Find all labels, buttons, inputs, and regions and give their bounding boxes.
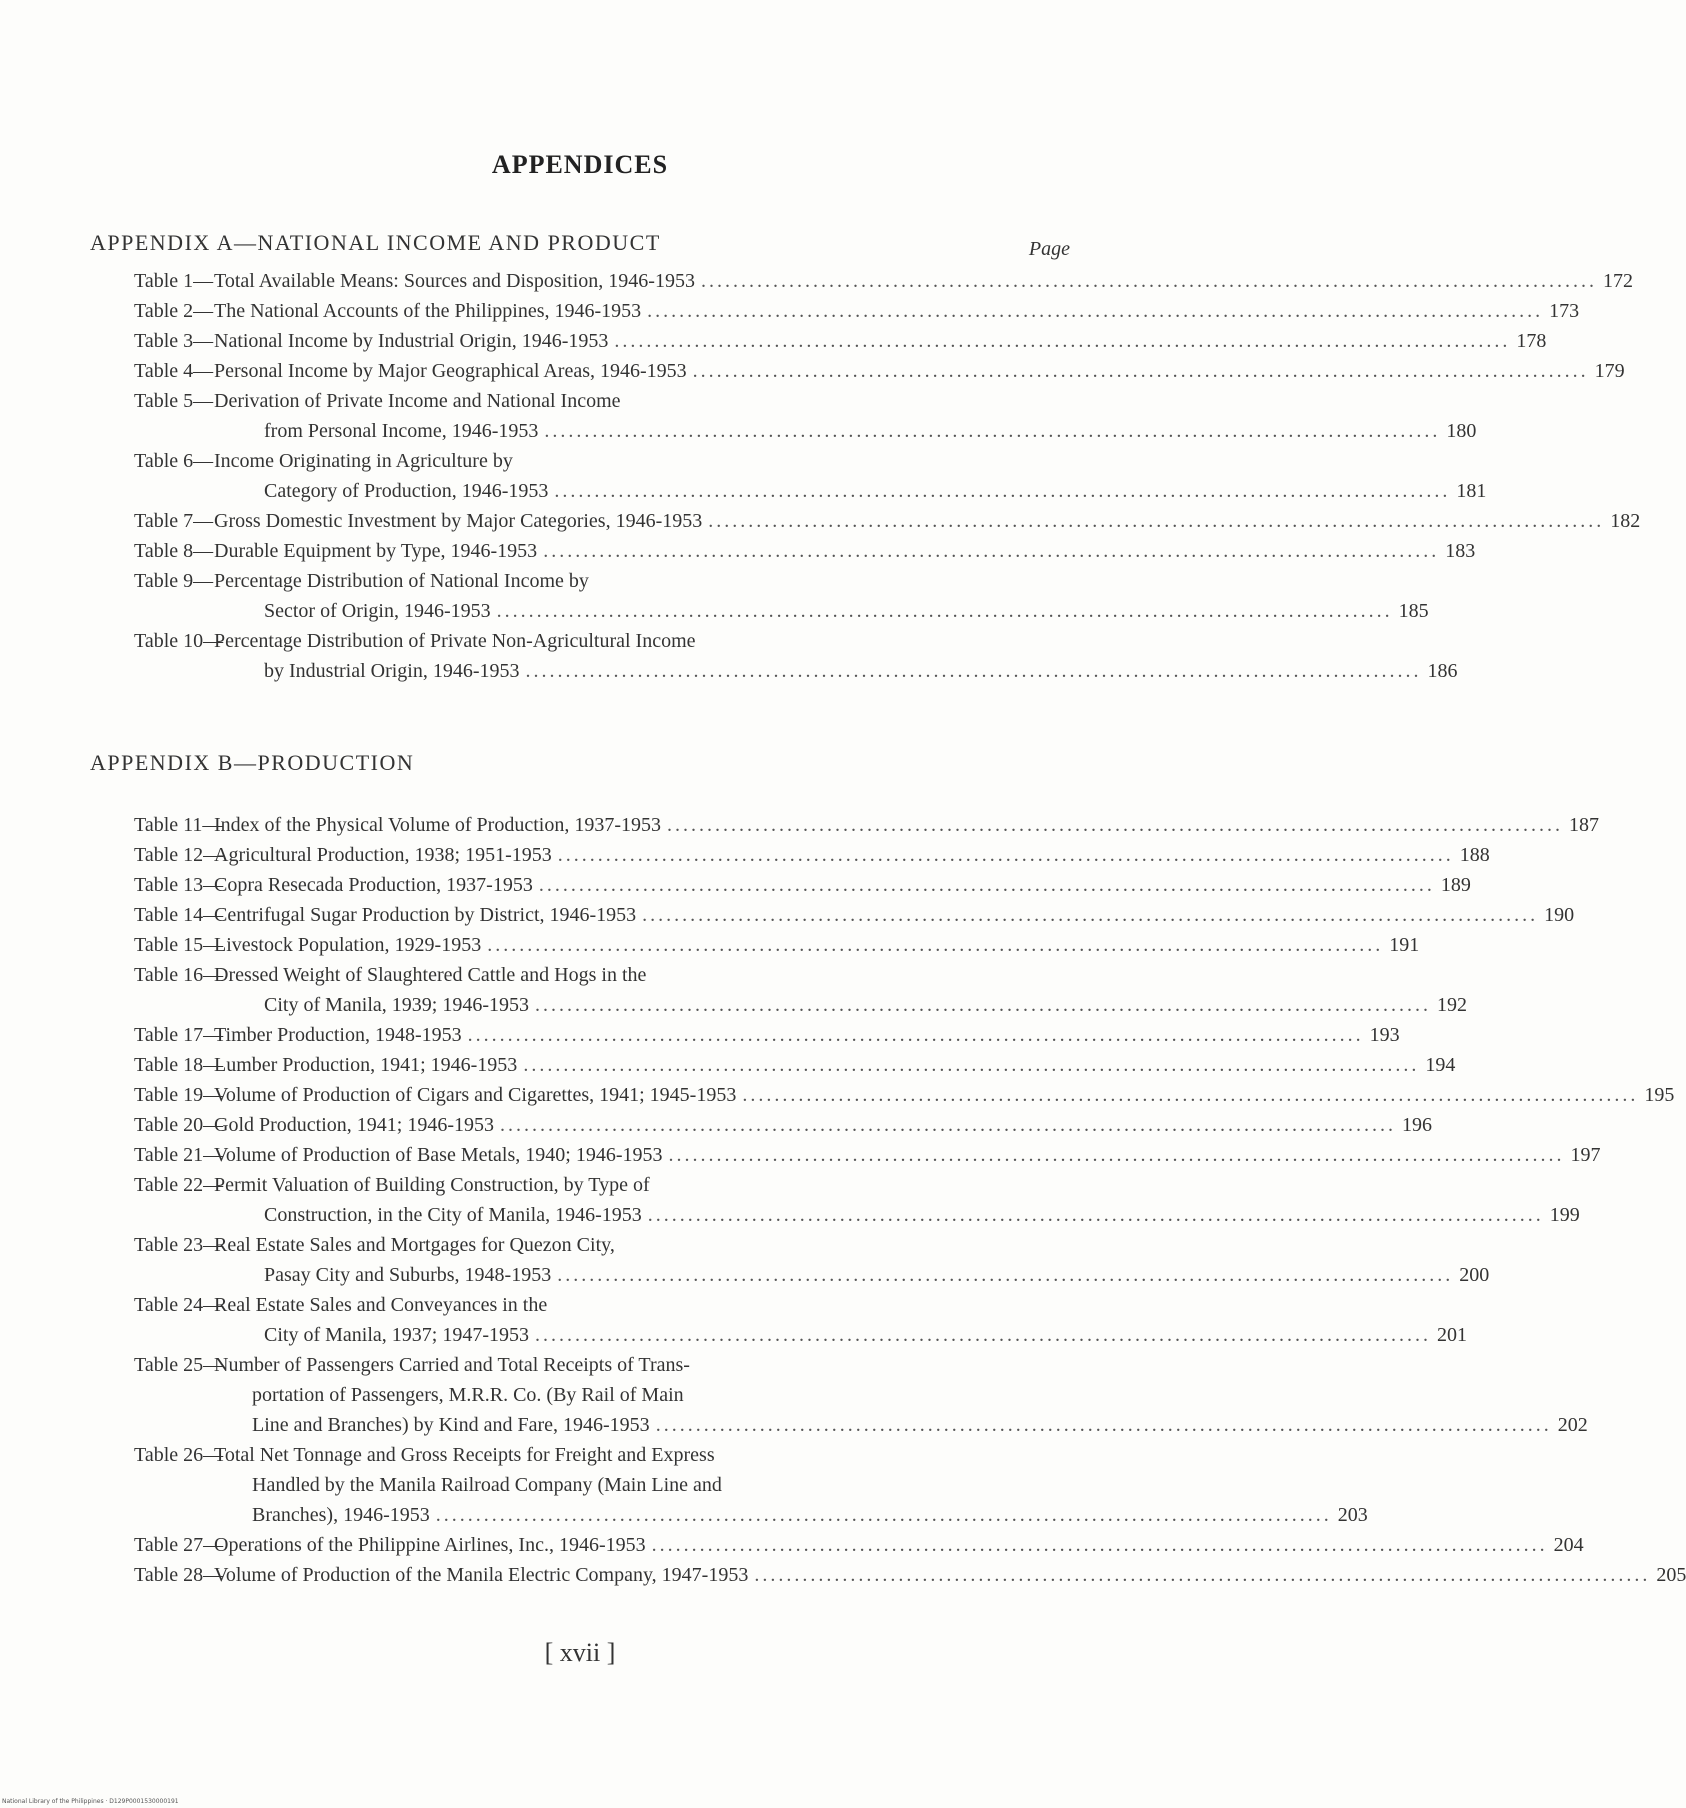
- dot-leader: [668, 1144, 1564, 1166]
- page-column-label: Page: [1028, 238, 1070, 260]
- table-number: Table 27—: [134, 1534, 224, 1556]
- toc-entry-title-line: Line and Branches) by Kind and Fare, 1946-1953: [252, 1414, 650, 1436]
- toc-entry-page: 179: [1594, 360, 1625, 382]
- toc-entry-title-line: Sector of Origin, 1946-1953: [264, 600, 491, 622]
- toc-entry-page: 199: [1549, 1204, 1580, 1226]
- toc-entry-title-line: portation of Passengers, M.R.R. Co. (By Rail of Main: [252, 1384, 684, 1406]
- toc-entry-title-line: The National Accounts of the Philippines, 1946-1953: [214, 300, 642, 322]
- dot-leader: [539, 874, 1435, 896]
- toc-entry-title-line: Number of Passengers Carried and Total Receipts of Trans-: [214, 1354, 690, 1376]
- table-number: Table 25—: [134, 1354, 224, 1376]
- toc-entry-title-line: Total Net Tonnage and Gross Receipts for Freight and Express: [214, 1444, 715, 1466]
- toc-entry-title-line: Centrifugal Sugar Production by District, 1946-1953: [214, 904, 637, 926]
- toc-entry[interactable]: [90, 1560, 1686, 1590]
- toc-entry-label: [134, 1230, 1459, 1290]
- toc-entry-title-line: Percentage Distribution of Private Non-Agricultural Income: [214, 630, 696, 652]
- dot-leader: [523, 1054, 1419, 1076]
- dot-leader: [558, 844, 1454, 866]
- table-number: Table 23—: [134, 1234, 224, 1256]
- toc-entry-label: [134, 1440, 1338, 1530]
- toc-entry-title-line: Volume of Production of Base Metals, 1940; 1946-1953: [214, 1144, 663, 1166]
- table-number: Table 11—: [134, 814, 223, 836]
- toc-entry-title-line: Index of the Physical Volume of Production, 1937-1953: [214, 814, 661, 836]
- toc-entry[interactable]: [90, 960, 1467, 1020]
- toc-entry-label: [134, 1080, 1644, 1110]
- toc-entry-page: 196: [1402, 1114, 1432, 1136]
- table-number: Table 1—: [134, 270, 214, 292]
- toc-entry[interactable]: [90, 1350, 1588, 1440]
- toc-entry-label: [134, 900, 1544, 930]
- toc-entry-page: 193: [1369, 1024, 1400, 1046]
- appendix-a-title: APPENDIX A—NATIONAL INCOME AND PRODUCT: [90, 230, 661, 255]
- table-number: Table 13—: [134, 874, 224, 896]
- toc-entry[interactable]: [90, 446, 1487, 506]
- toc-entry-label: [134, 1290, 1437, 1350]
- toc-entry-title-line: Income Originating in Agriculture by: [214, 450, 513, 472]
- toc-entry-label: [134, 566, 1399, 626]
- dot-leader: [647, 300, 1543, 322]
- toc-entry-label: [134, 356, 1595, 386]
- toc-entry[interactable]: [90, 1020, 1400, 1050]
- toc-entry-title-line: Volume of Production of Cigars and Cigarettes, 1941; 1945-1953: [214, 1084, 737, 1106]
- dot-leader: [708, 510, 1604, 532]
- toc-entry-page: 181: [1456, 480, 1487, 502]
- appendix-a-entries: [90, 266, 1641, 686]
- toc-entry-label: [134, 326, 1516, 356]
- toc-entry-title-line: Copra Resecada Production, 1937-1953: [214, 874, 533, 896]
- toc-entry-title-line: Volume of Production of the Manila Electric Company, 1947-1953: [214, 1564, 749, 1586]
- dot-leader: [535, 994, 1431, 1016]
- dot-leader: [667, 814, 1563, 836]
- toc-entry-label: [134, 1020, 1370, 1050]
- toc-entry-page: 187: [1569, 814, 1599, 836]
- table-number: Table 17—: [134, 1024, 224, 1046]
- toc-entry-label: [134, 1170, 1550, 1230]
- dot-leader: [652, 1534, 1548, 1556]
- toc-entry-label: [134, 1560, 1656, 1590]
- toc-entry-title-line: Category of Production, 1946-1953: [264, 480, 549, 502]
- toc-entry-title-line: National Income by Industrial Origin, 1946-1953: [214, 330, 609, 352]
- toc-entry[interactable]: [90, 386, 1477, 446]
- toc-entry[interactable]: [90, 1050, 1456, 1080]
- table-number: Table 4—: [134, 360, 214, 382]
- toc-entry[interactable]: [90, 1170, 1580, 1230]
- toc-entry-label: [134, 506, 1610, 536]
- toc-entry[interactable]: [90, 900, 1575, 930]
- table-number: Table 26—: [134, 1444, 224, 1466]
- toc-entry-title-line: Branches), 1946-1953: [252, 1504, 430, 1526]
- toc-entry-page: 178: [1516, 330, 1547, 352]
- table-number: Table 2—: [134, 300, 214, 322]
- dot-leader: [468, 1024, 1364, 1046]
- toc-entry-title-line: Real Estate Sales and Mortgages for Quezon City,: [214, 1234, 615, 1256]
- table-number: Table 6—: [134, 450, 214, 472]
- table-number: Table 14—: [134, 904, 224, 926]
- toc-entry-page: 190: [1544, 904, 1575, 926]
- table-number: Table 20—: [134, 1114, 224, 1136]
- toc-entry-title-line: Construction, in the City of Manila, 1946-1953: [264, 1204, 642, 1226]
- dot-leader: [557, 1264, 1453, 1286]
- table-number: Table 28—: [134, 1564, 224, 1586]
- toc-entry-page: 201: [1436, 1324, 1467, 1346]
- toc-entry[interactable]: [90, 536, 1476, 566]
- toc-entry[interactable]: [90, 506, 1641, 536]
- toc-entry-title-line: Livestock Population, 1929-1953: [214, 934, 482, 956]
- toc-entry-title-line: City of Manila, 1937; 1947-1953: [264, 1324, 529, 1346]
- toc-entry[interactable]: [90, 1290, 1467, 1350]
- table-number: Table 10—: [134, 630, 224, 652]
- table-number: Table 7—: [134, 510, 214, 532]
- toc-entry[interactable]: [90, 266, 1633, 296]
- dot-leader: [656, 1414, 1552, 1436]
- dot-leader: [754, 1564, 1650, 1586]
- toc-entry-label: [134, 446, 1456, 506]
- toc-entry-page: 203: [1337, 1504, 1368, 1526]
- table-number: Table 22—: [134, 1174, 224, 1196]
- toc-entry[interactable]: [90, 840, 1490, 870]
- toc-entry[interactable]: [90, 870, 1471, 900]
- toc-entry-page: 202: [1557, 1414, 1588, 1436]
- toc-entry-label: [134, 626, 1428, 686]
- dot-leader: [614, 330, 1510, 352]
- toc-entry-label: [134, 870, 1441, 900]
- dot-leader: [535, 1324, 1431, 1346]
- appendix-b-title: APPENDIX B—PRODUCTION: [90, 750, 415, 775]
- dot-leader: [543, 540, 1439, 562]
- toc-entry-page: 185: [1398, 600, 1429, 622]
- toc-entry-title-line: Dressed Weight of Slaughtered Cattle and Hogs in the: [214, 964, 647, 986]
- dot-leader: [642, 904, 1538, 926]
- page-title: APPENDICES: [491, 150, 669, 179]
- appendix-b-section: [90, 750, 1686, 1590]
- dot-leader: [554, 480, 1450, 502]
- toc-entry-label: [134, 930, 1389, 960]
- toc-entry-page: 191: [1389, 934, 1420, 956]
- toc-entry-page: 195: [1644, 1084, 1675, 1106]
- appendix-b-heading: [90, 750, 1070, 784]
- toc-entry-label: [134, 266, 1603, 296]
- dot-leader: [487, 934, 1383, 956]
- table-number: Table 3—: [134, 330, 214, 352]
- dot-leader: [436, 1504, 1332, 1526]
- toc-entry-title-line: Lumber Production, 1941; 1946-1953: [214, 1054, 518, 1076]
- table-number: Table 9—: [134, 570, 214, 592]
- toc-entry-page: 197: [1570, 1144, 1601, 1166]
- toc-entry-page: 192: [1436, 994, 1467, 1016]
- table-number: Table 21—: [134, 1144, 224, 1166]
- toc-entry-title-line: Timber Production, 1948-1953: [214, 1024, 462, 1046]
- toc-entry-title-line: City of Manila, 1939; 1946-1953: [264, 994, 529, 1016]
- dot-leader: [500, 1114, 1396, 1136]
- toc-entry-page: 180: [1446, 420, 1477, 442]
- table-number: Table 8—: [134, 540, 214, 562]
- toc-entry-label: [134, 386, 1446, 446]
- dot-leader: [544, 420, 1440, 442]
- page-number-footer: [ xvii ]: [544, 1638, 616, 1667]
- toc-entry-page: 188: [1459, 844, 1490, 866]
- toc-entry-page: 204: [1553, 1534, 1584, 1556]
- appendix-a-heading: [90, 230, 1070, 264]
- toc-entry-title-line: Percentage Distribution of National Income by: [214, 570, 589, 592]
- toc-entry[interactable]: [90, 1230, 1490, 1290]
- toc-entry-title-line: from Personal Income, 1946-1953: [264, 420, 539, 442]
- toc-entry[interactable]: [90, 566, 1429, 626]
- toc-entry-page: 186: [1427, 660, 1458, 682]
- toc-entry-title-line: Gold Production, 1941; 1946-1953: [214, 1114, 494, 1136]
- toc-entry-page: 182: [1610, 510, 1641, 532]
- dot-leader: [693, 360, 1589, 382]
- dot-leader: [742, 1084, 1638, 1106]
- toc-entry[interactable]: [90, 1530, 1584, 1560]
- toc-entry-title-line: Handled by the Manila Railroad Company (Main Line and: [252, 1474, 722, 1496]
- toc-entry-label: [134, 1110, 1402, 1140]
- toc-entry-title-line: Pasay City and Suburbs, 1948-1953: [264, 1264, 552, 1286]
- toc-entry[interactable]: [90, 930, 1420, 960]
- table-number: Table 5—: [134, 390, 214, 412]
- toc-entry-title-line: Gross Domestic Investment by Major Categories, 1946-1953: [214, 510, 703, 532]
- toc-entry-title-line: Real Estate Sales and Conveyances in the: [214, 1294, 548, 1316]
- toc-entry[interactable]: [90, 1110, 1432, 1140]
- table-number: Table 15—: [134, 934, 224, 956]
- toc-entry[interactable]: [90, 626, 1458, 686]
- toc-entry-title-line: Permit Valuation of Building Construction, by Type of: [214, 1174, 650, 1196]
- toc-entry-page: 200: [1459, 1264, 1490, 1286]
- toc-entry-page: 173: [1549, 300, 1580, 322]
- toc-entry[interactable]: [90, 1080, 1675, 1110]
- appendix-a-section: [90, 230, 1641, 686]
- toc-entry-label: [134, 1050, 1425, 1080]
- dot-leader: [526, 660, 1422, 682]
- toc-entry-page: 183: [1445, 540, 1476, 562]
- table-number: Table 18—: [134, 1054, 224, 1076]
- toc-entry-title-line: Agricultural Production, 1938; 1951-1953: [214, 844, 552, 866]
- dot-leader: [701, 270, 1597, 292]
- toc-entry-page: 194: [1425, 1054, 1456, 1076]
- toc-entry-title-line: Total Available Means: Sources and Disposition, 1946-1953: [214, 270, 695, 292]
- toc-entry-label: [134, 960, 1437, 1020]
- toc-entry-page: 189: [1440, 874, 1471, 896]
- toc-entry[interactable]: [90, 1440, 1368, 1530]
- table-number: Table 12—: [134, 844, 224, 866]
- toc-entry-label: [134, 1140, 1570, 1170]
- toc-entry[interactable]: [90, 810, 1599, 840]
- toc-entry-title-line: Operations of the Philippine Airlines, Inc., 1946-1953: [214, 1534, 646, 1556]
- toc-entry-title-line: Personal Income by Major Geographical Areas, 1946-1953: [214, 360, 687, 382]
- dot-leader: [648, 1204, 1544, 1226]
- toc-entry-label: [134, 536, 1445, 566]
- toc-entry-label: [134, 296, 1549, 326]
- toc-entry[interactable]: [90, 296, 1580, 326]
- toc-entry-label: [134, 840, 1460, 870]
- table-number: Table 24—: [134, 1294, 224, 1316]
- dot-leader: [497, 600, 1393, 622]
- scan-credit: National Library of the Philippines · D129P0001530000191: [2, 1798, 179, 1805]
- toc-entry[interactable]: [90, 356, 1625, 386]
- toc-entry-page: 205: [1656, 1564, 1686, 1586]
- toc-entry[interactable]: [90, 326, 1547, 356]
- appendix-b-entries: [90, 810, 1686, 1590]
- toc-entry-label: [134, 1350, 1558, 1440]
- toc-entry-page: 172: [1602, 270, 1633, 292]
- toc-entry-label: [134, 1530, 1554, 1560]
- table-number: Table 16—: [134, 964, 224, 986]
- toc-entry-title-line: Derivation of Private Income and National Income: [214, 390, 621, 412]
- toc-entry-label: [134, 810, 1569, 840]
- table-number: Table 19—: [134, 1084, 224, 1106]
- toc-entry[interactable]: [90, 1140, 1601, 1170]
- toc-entry-title-line: by Industrial Origin, 1946-1953: [264, 660, 520, 682]
- toc-entry-title-line: Durable Equipment by Type, 1946-1953: [214, 540, 538, 562]
